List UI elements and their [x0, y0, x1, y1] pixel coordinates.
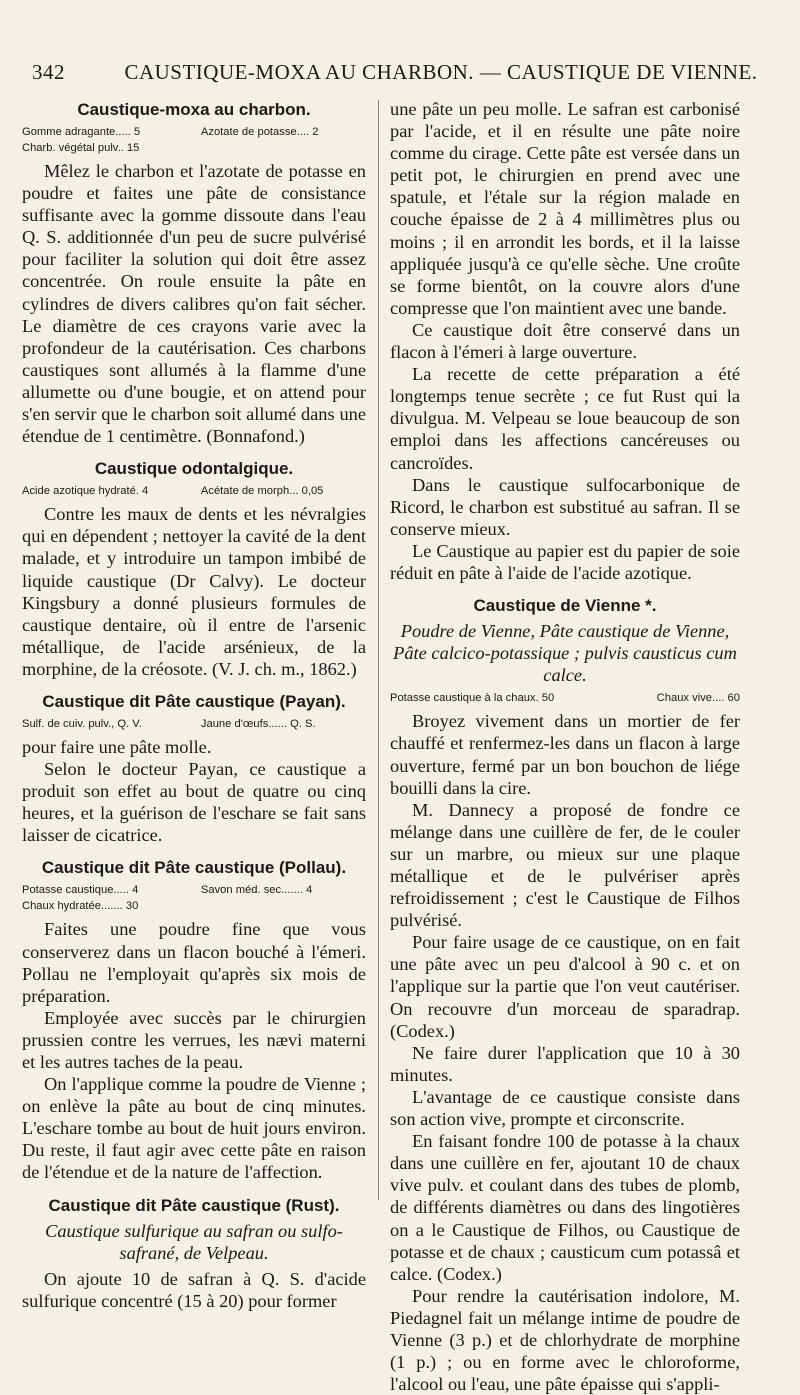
paragraph: Mêlez le charbon et l'azotate de potasse en poudre et faites une pâte de consistance suffisante avec la gomme dissoute dans l'eau Q. S. additionnée d'un peu de sucre pulvérisé pour faciliter la solution qui doit être assez concentrée. On roule ensuite la pâte en cylindres de divers calibres qu'on fait sécher. Le diamètre de ces crayons varie avec la profondeur de la cautérisation. Ces charbons caustiques sont allumés à la flamme d'une allumette ou d'une bougie, et on attend pour s'en servir que le charbon soit allumé dans une étendue de 1 centimètre. (Bonnafond.) [22, 161, 366, 447]
recipe-item [201, 140, 366, 156]
page-header [32, 60, 760, 92]
recipe-item: Azotate de potasse.... 2 [200, 126, 319, 138]
recipe-row [22, 716, 366, 732]
recipe-item: Sulf. de cuiv. pulv., Q. V. [22, 717, 142, 730]
section-pate-pollau [22, 856, 366, 1183]
left-column [22, 98, 366, 1312]
paragraph: Broyez vivement dans un mortier de fer chauffé et renfermez-les dans un flacon à large ouverture, fermé par un bon bouchon de liége bouilli dans la cire. [390, 711, 740, 798]
paragraph: Le Caustique au papier est du papier de soie réduit en pâte à l'aide de l'acide azotique. [390, 540, 740, 583]
section-subtitle: Poudre de Vienne, Pâte caustique de Vienne, Pâte calcico-potassique ; pulvis causticus cum calce. [393, 621, 737, 686]
recipe-table [22, 124, 366, 156]
paragraph: une pâte un peu molle. Le safran est carbonisé par l'acide, et il en résulte une pâte noire comme du cirage. Cette pâte est versée dans un petit pot, le chirurgien en prend avec une spatule, et l'étale sur la région malade en couche épaisse de 2 à 4 millimètres plus ou moins ; il en arrondit les bords, et il la laisse appliquée jusqu'à ce qu'elle sèche. Une croûte se forme bientôt, on la couvre alors d'une compresse que l'on maintient avec une bande. [390, 99, 740, 318]
paragraph: La recette de cette préparation a été longtemps tenue secrète ; ce fut Rust qui la divulgua. M. Velpeau se loue beaucoup de son emploi dans les affections cancéreuses ou cancroïdes. [390, 364, 740, 473]
recipe-row [22, 882, 366, 898]
recipe-item: Chaux hydratée....... 30 [22, 900, 139, 913]
paragraph: Faites une poudre fine que vous conserverez dans un flacon bouché à l'émeri. Pollau ne l'employait qu'après six mois de préparation. [22, 919, 366, 1006]
paragraph: Pour rendre la cautérisation indolore, M. Piedagnel fait un mélange intime de poudre de Vienne (3 p.) et de chlorhydrate de morphine (1 p.) ; ou en forme avec le chloroforme, l'alcool ou l'eau, une pâte épaisse qui s'appli- [390, 1285, 740, 1395]
recipe-table [22, 716, 366, 732]
section-caustique-moxa [22, 98, 366, 447]
paragraph: En faisant fondre 100 de potasse à la chaux dans une cuillère en fer, ajoutant 10 de chaux vive pulv. et coulant dans des tubes de plomb, de différents diamètres ou dans des lingotières on a le Caustique de Filhos, ou Caustique de potasse et de chaux ; causticum cum potassâ et calce. (Codex.) [390, 1131, 740, 1284]
recipe-item: Acétate de morph... 0,05 [200, 485, 324, 498]
recipe-table [22, 483, 366, 499]
section-title: Caustique-moxa au charbon. [77, 100, 311, 119]
section-title: Caustique dit Pâte caustique (Pollau). [41, 858, 347, 878]
section-title: Caustique odontalgique. [94, 459, 294, 479]
section-title: Caustique de Vienne *. [473, 596, 657, 616]
recipe-item: Charb. végétal pulv.. 15 [22, 142, 140, 154]
right-column [390, 98, 740, 1395]
paragraph: Contre les maux de dents et les névralgies qui en dépendent ; nettoyer la cavité de la dent malade, et y introduire un tampon imbibé de liquide caustique (Dr Calvy). Le docteur Kingsbury a donné plusieurs formules de caustique dentaire, où il entre de l'arsenic métallique, de l'acide arsénieux, de la morphine, de la créosote. (V. J. ch. m., 1862.) [22, 504, 366, 679]
recipe-item: Gomme adragante..... 5 [22, 126, 141, 138]
paragraph: Ne faire durer l'application que 10 à 30 minutes. [390, 1042, 740, 1085]
recipe-row [22, 124, 366, 140]
recipe-item: Potasse caustique à la chaux. 50 [390, 692, 555, 705]
recipe-row [22, 898, 366, 914]
paragraph: M. Dannecy a proposé de fondre ce mélange dans une cuillère de fer, de le couler sur un marbre, ou mieux sur une plaque métallique et de le pulvériser après refroidissement ; c'est le Caustique de Filhos pulvérisé. [390, 799, 740, 931]
recipe-item: Potasse caustique..... 4 [22, 884, 139, 897]
section-caustique-odontalgique [22, 457, 366, 680]
section-pate-rust [22, 1194, 366, 1312]
recipe-row [22, 483, 366, 499]
paragraph: Dans le caustique sulfocarbonique de Ricord, le charbon est substitué au safran. Il se conserve mieux. [390, 474, 740, 539]
recipe-item [201, 898, 366, 914]
recipe-table [390, 690, 740, 706]
paragraph: pour faire une pâte molle. [22, 736, 212, 757]
recipe-row [390, 690, 740, 706]
paragraph: On l'applique comme la poudre de Vienne ; on enlève la pâte au bout de cinq minutes. L'eschare tombe au bout de huit jours environ. Du reste, il faut agir avec cette pâte en raison de l'étendue et de la nature de l'affection. [22, 1074, 366, 1183]
paragraph: Selon le docteur Payan, ce caustique a produit son effet au bout de quatre ou cinq heures, et la guérison de l'eschare se fait sans laisser de cicatrice. [22, 759, 366, 846]
recipe-item: Acide azotique hydraté. 4 [22, 485, 149, 498]
paragraph: L'avantage de ce caustique consiste dans son action vive, prompte et circonscrite. [390, 1086, 740, 1130]
column-divider [378, 100, 379, 1200]
paragraph: Ce caustique doit être conservé dans un flacon à l'émeri à large ouverture. [390, 319, 740, 363]
recipe-item: Savon méd. sec....... 4 [200, 884, 313, 897]
paragraph: On ajoute 10 de safran à Q. S. d'acide sulfurique concentré (15 à 20) pour former [22, 1268, 366, 1311]
page-number: 342 [32, 60, 65, 84]
section-subtitle: Caustique sulfurique au safran ou sulfo-safrané, de Velpeau. [45, 1220, 343, 1263]
section-caustique-de-vienne [390, 594, 740, 1395]
section-pate-payan [22, 690, 366, 846]
section-title: Caustique dit Pâte caustique (Rust). [48, 1195, 340, 1215]
recipe-item: Chaux vive.... 60 [656, 692, 740, 705]
paragraph: Pour faire usage de ce caustique, on en fait une pâte avec un peu d'alcool à 90 c. et on l'applique sur la partie que l'on veut cautériser. On recouvre d'un morceau de sparadrap. (Codex.) [390, 932, 740, 1041]
recipe-row [22, 140, 366, 156]
paragraph: Employée avec succès par le chirurgien prussien contre les verrues, les nævi materni et les autres taches de la peau. [22, 1007, 366, 1072]
section-title: Caustique dit Pâte caustique (Payan). [42, 691, 346, 711]
recipe-item: Jaune d'œufs...... Q. S. [200, 717, 316, 730]
running-head: CAUSTIQUE-MOXA AU CHARBON. — CAUSTIQUE DE VIENNE. [124, 60, 758, 84]
recipe-table [22, 882, 366, 914]
